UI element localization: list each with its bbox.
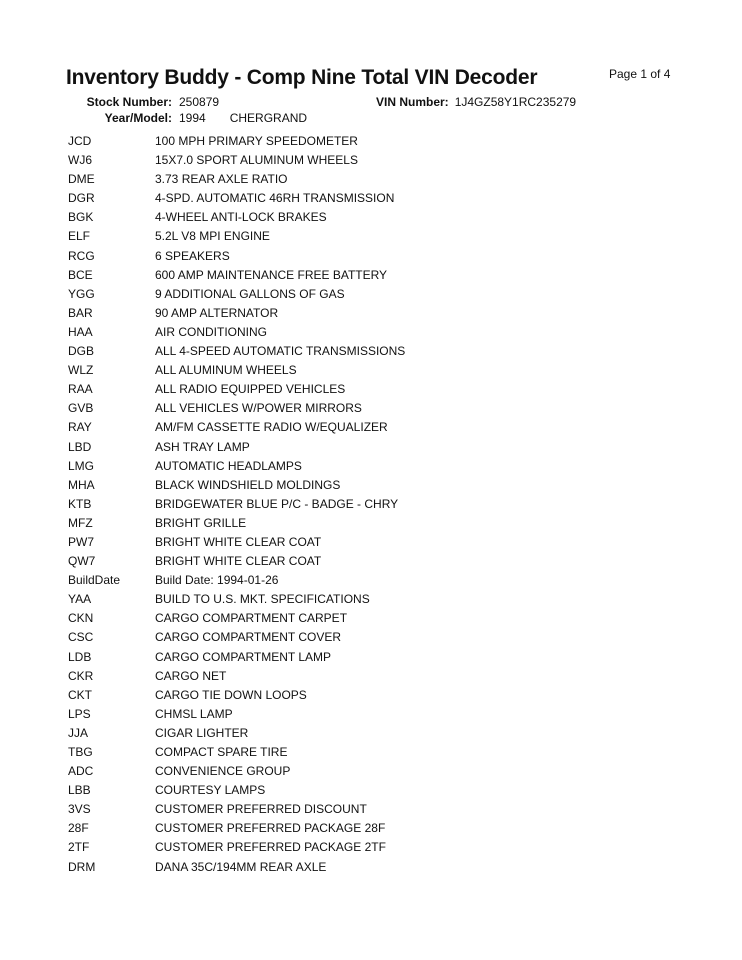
option-code: DGB (68, 344, 95, 359)
list-item (0, 783, 742, 802)
option-code: WLZ (68, 363, 94, 378)
vin-number-label: VIN Number: (376, 95, 449, 109)
list-item (0, 440, 742, 459)
option-code: CSC (68, 630, 94, 645)
year-model-label: Year/Model: (104, 111, 172, 125)
option-description: 6 SPEAKERS (155, 248, 230, 263)
option-description: ALL 4-SPEED AUTOMATIC TRANSMISSIONS (155, 344, 406, 359)
list-item (0, 401, 742, 420)
option-code: PW7 (68, 534, 95, 549)
option-code: LPS (68, 706, 91, 721)
list-item (0, 726, 742, 745)
option-description: 5.2L V8 MPI ENGINE (155, 229, 270, 244)
option-description: BLACK WINDSHIELD MOLDINGS (155, 477, 341, 492)
year-value: 1994 (179, 111, 206, 125)
option-description: COMPACT SPARE TIRE (155, 745, 288, 759)
option-code: LDB (68, 649, 92, 664)
option-description: 90 AMP ALTERNATOR (155, 305, 279, 320)
option-description: BRIGHT WHITE CLEAR COAT (155, 534, 322, 549)
option-code: MHA (68, 477, 95, 492)
option-description: BRIDGEWATER BLUE P/C - BADGE - CHRY (155, 496, 399, 511)
option-code: GVB (68, 401, 94, 416)
option-description: AUTOMATIC HEADLAMPS (155, 458, 302, 473)
option-description: BRIGHT WHITE CLEAR COAT (155, 554, 322, 569)
option-code: YAA (68, 592, 92, 607)
option-code: RCG (68, 248, 95, 263)
option-description: Build Date: 1994-01-26 (155, 573, 279, 588)
option-description: BUILD TO U.S. MKT. SPECIFICATIONS (155, 592, 370, 607)
list-item (0, 821, 742, 840)
list-item (0, 459, 742, 478)
option-code: MFZ (68, 515, 93, 530)
list-item (0, 229, 742, 248)
list-item (0, 764, 742, 783)
option-code: LBD (68, 439, 92, 454)
option-code: DME (68, 172, 95, 187)
list-item (0, 325, 742, 344)
vin-number-field (376, 95, 576, 109)
list-item (0, 287, 742, 306)
option-code: 28F (68, 821, 89, 836)
list-item (0, 210, 742, 229)
option-description: ALL RADIO EQUIPPED VEHICLES (155, 382, 346, 397)
list-item (0, 650, 742, 669)
list-item (0, 860, 742, 879)
option-description: ASH TRAY LAMP (155, 439, 250, 454)
option-code: RAA (68, 382, 93, 397)
option-description: 4-WHEEL ANTI-LOCK BRAKES (155, 210, 327, 225)
list-item (0, 420, 742, 439)
list-item (0, 611, 742, 630)
option-description: CARGO NET (155, 668, 227, 683)
option-code: RAY (68, 420, 92, 435)
option-description: 4-SPD. AUTOMATIC 46RH TRANSMISSION (155, 191, 395, 206)
option-code-list (0, 134, 742, 879)
option-description: 100 MPH PRIMARY SPEEDOMETER (155, 134, 358, 148)
list-item (0, 669, 742, 688)
list-item (0, 497, 742, 516)
option-description: 15X7.0 SPORT ALUMINUM WHEELS (155, 153, 358, 168)
option-code: LBB (68, 783, 91, 798)
option-description: BRIGHT GRILLE (155, 515, 247, 530)
stock-number-field (0, 95, 219, 109)
option-description: DANA 35C/194MM REAR AXLE (155, 859, 327, 874)
list-item (0, 191, 742, 210)
option-code: LMG (68, 458, 95, 473)
option-code: CKR (68, 668, 94, 683)
page-number: Page 1 of 4 (609, 67, 671, 81)
vin-number-value: 1J4GZ58Y1RC235279 (454, 95, 577, 109)
option-code: ADC (68, 764, 94, 779)
list-item (0, 268, 742, 287)
option-code: 2TF (68, 840, 90, 855)
list-item (0, 573, 742, 592)
list-item (0, 707, 742, 726)
option-description: 9 ADDITIONAL GALLONS OF GAS (155, 286, 345, 301)
list-item (0, 592, 742, 611)
option-description: CUSTOMER PREFERRED PACKAGE 28F (155, 821, 386, 836)
list-item (0, 630, 742, 649)
stock-number-label: Stock Number: (86, 95, 172, 109)
option-description: CIGAR LIGHTER (155, 725, 249, 740)
option-description: AM/FM CASSETTE RADIO W/EQUALIZER (155, 420, 388, 435)
list-item (0, 344, 742, 363)
option-description: CARGO TIE DOWN LOOPS (155, 687, 307, 702)
option-description: CONVENIENCE GROUP (155, 764, 291, 779)
option-code: DGR (68, 191, 95, 206)
list-item (0, 840, 742, 859)
option-description: CUSTOMER PREFERRED PACKAGE 2TF (155, 840, 386, 855)
list-item (0, 172, 742, 191)
list-item (0, 153, 742, 172)
option-description: COURTESY LAMPS (155, 783, 266, 798)
option-code: CKN (68, 611, 94, 626)
list-item (0, 554, 742, 573)
list-item (0, 363, 742, 382)
list-item (0, 802, 742, 821)
option-code: ELF (68, 229, 91, 244)
option-code: CKT (68, 687, 92, 702)
option-description: CHMSL LAMP (155, 706, 233, 721)
option-description: ALL ALUMINUM WHEELS (155, 363, 297, 378)
page-title: Inventory Buddy - Comp Nine Total VIN Decoder (66, 66, 538, 89)
option-description: CARGO COMPARTMENT LAMP (155, 649, 332, 664)
option-code: HAA (68, 324, 93, 339)
list-item (0, 516, 742, 535)
option-code: KTB (68, 496, 92, 511)
option-code: WJ6 (68, 153, 92, 168)
list-item (0, 134, 742, 153)
option-code: JJA (68, 725, 89, 740)
option-description: ALL VEHICLES W/POWER MIRRORS (155, 401, 362, 416)
model-value: CHERGRAND (229, 111, 308, 125)
list-item (0, 535, 742, 554)
option-code: BCE (68, 267, 93, 282)
list-item (0, 249, 742, 268)
option-code: JCD (68, 134, 92, 148)
option-code: DRM (68, 859, 96, 874)
option-code: YGG (68, 286, 95, 301)
option-description: AIR CONDITIONING (155, 324, 268, 339)
option-code: 3VS (68, 802, 91, 817)
list-item (0, 306, 742, 325)
option-description: CUSTOMER PREFERRED DISCOUNT (155, 802, 367, 817)
option-code: QW7 (68, 554, 96, 569)
list-item (0, 745, 742, 764)
stock-number-value: 250879 (179, 95, 220, 109)
option-description: 600 AMP MAINTENANCE FREE BATTERY (155, 267, 388, 282)
list-item (0, 688, 742, 707)
option-code: BuildDate (68, 573, 121, 588)
option-description: CARGO COMPARTMENT CARPET (155, 611, 348, 626)
list-item (0, 478, 742, 497)
option-code: TBG (68, 745, 93, 759)
option-description: CARGO COMPARTMENT COVER (155, 630, 342, 645)
option-description: 3.73 REAR AXLE RATIO (155, 172, 288, 187)
option-code: BGK (68, 210, 94, 225)
year-model-field (0, 111, 307, 125)
list-item (0, 382, 742, 401)
option-code: BAR (68, 305, 93, 320)
